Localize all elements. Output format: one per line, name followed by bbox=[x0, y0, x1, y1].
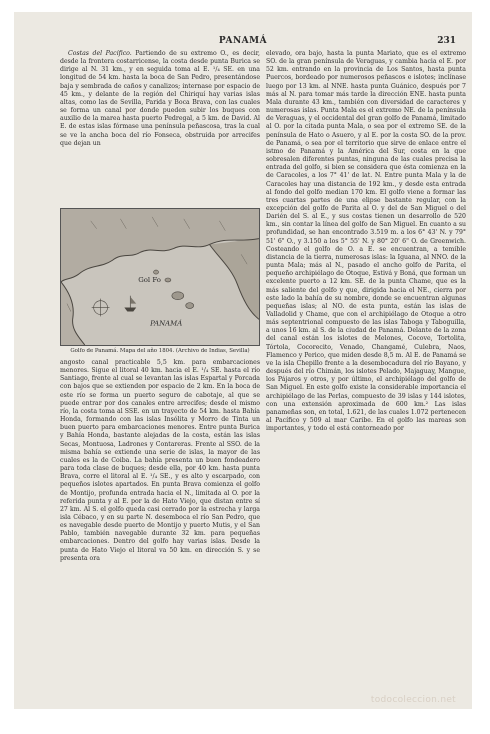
paragraph-costas-del-pacifico bbox=[60, 50, 260, 148]
page-number: 231 bbox=[437, 36, 456, 46]
running-title: PANAMÁ bbox=[218, 36, 268, 46]
map-figure bbox=[60, 208, 260, 355]
right-column bbox=[266, 50, 466, 705]
watermark: todocoleccion.net bbox=[370, 695, 456, 705]
book-page bbox=[14, 12, 472, 709]
map-label-gulf: Gol Fo bbox=[138, 275, 161, 284]
left-column bbox=[60, 50, 260, 709]
figure-caption: Golfo de Panamá. Mapa del año 1804. (Archivo de Indias, Sevilla) bbox=[70, 348, 250, 354]
left-column-top-text bbox=[60, 50, 260, 205]
left-column-bottom-text bbox=[60, 359, 260, 709]
right-column-text: elevado, ora bajo, hasta la punta Mariato, que es el extremo SO. de la gran península de Veraguas, y cambia hacia el E. por 52 km. entrando en la provincia de Los Santos, hasta punta Puercos, bordeado por numerosos peñascos e islotes; inclínase luego por 13 km. al NNE. hasta punta Guánico, después por 7 más al N. para tomar más tarde la dirección ENE. hasta punta Mala durante 43 km., también con diversidad de caracteres y numerosas islas. Punta Mala es el extremo NE. de la península de Veraguas, y el occidental del gran golfo de Panamá, limitado al O. por la citada punta Mala, o sea por el extremo SE. de la península de Hato o Asuero, y al E. por la costa SO. de la prov. de Panamá, o sea por el territorio que sirve de enlace entre el istmo de Panamá y la América del Sur, costa en la que sobresalen diferentes puntas, ninguna de las cuales precisa la entrada del golfo, si bien se considera que ésta comienza en la de Caracoles, a los 7° 41' de lat. N. Entre punta Mala y la de Caracoles hay una distancia de 192 km., y desde esta entrada al fondo del golfo median 170 km. El golfo viene a formar las tres cuartas partes de una elipse bastante regular, con la excepción del golfo de Parita al O. y del de San Miguel o del Darién del S. al E., y sus costas tienen un desarrollo de 520 km., sin contar la línea del golfo de San Miguel. En cuanto a su profundidad, se han encontrado 3.519 m. a los 6° 43' N. y 79° 51' 6" O., y 3.150 a los 5° 55' N. y 80° 20' 6" O. de Greenwich. Costeando el golfo de O. a E. se encuentran, a temible distancia de la tierra, numerosas islas: la Iguana, al NNO. de la punta Mala; más al N., pasado el ancho golfo de Parita, el pequeño archipiélago de Otoque, Estivá y Boná, que forman un excelente puerto a 12 km. SE. de la punta Chame, que es la más saliente del golfo y que, dirigida hacia el NE., cierra por este lado la bahía de su nombre, donde se encuentran algunas pequeñas islas; al NO. de esta punta, están las islas de Valladolid y Chame, que con el archipiélago de Otoque a otro más septentrional compuesto de las islas Taboga y Taboguilla, a unos 16 km. al S. de la ciudad de Panamá. Delante de la zona del canal están los islotes de Melones, Cocove, Tortolita, Tórtola, Cocorecito, Venado, Changamé, Culebra, Naos, Flamenco y Perico, que miden desde 8,5 m. Al E. de Panamá se ve la isla Chepillo frente a la desembocadura del río Bayano, y después del río Chimán, los islotes Pelado, Majaguay, Mangue, los Pájaros y otros, y por último, el archipiélago del golfo de San Miguel. En este golfo existe la considerable importancia el archipiélago de las Perlas, compuesto de 39 islas y 144 islotes, con una extensión aproximada de 600 km.² Las islas panameñas son, en total, 1.621, de las cuales 1.072 pertenecen al Pacífico y 509 al mar Caribe. En el golfo las mareas son importantes, y todo el está contorneado por bbox=[266, 50, 466, 433]
section-lead: Costas del Pacífico. bbox=[68, 50, 132, 57]
paragraph-body: Partiendo de su extremo O., es decir, desde la frontera costarricense, la costa desde punta Burica se dirige al N. 31 km., y en seguida toma al E. ¹/₄ SE. en una longitud de 54 km. hasta la boca de San Pedro, presentándose baja y sembrada de caños y canalizos; internase por espacio de 45 km., y delante de la región del Chiriquí hay varias islas altas, como las de Sevilla, Parida y Boca Brava, con las cuales se forma un canal por donde pueden subir los buques con auxilio de la marea hasta puerto Pedregal, a 5 km. de David. Al E. de estas islas fórmase una península peñascosa, tras la cual se ve la ancha boca del río Fonseca, obstruida por arrecifes que dejan un bbox=[60, 50, 260, 147]
historic-map-image bbox=[60, 208, 260, 346]
map-label-sea: PANAMÁ bbox=[150, 319, 183, 328]
page-header bbox=[14, 36, 472, 50]
right-column-text-wrap bbox=[266, 50, 466, 705]
paragraph-continuation: angosto canal practicable 5,5 km. para embarcaciones menores. Sigue el litoral 40 km. hacia el E. ¹/₄ SE. hasta el río Santiago, frente al cual se levantan las islas Espartal y Porcada con bajos que se extienden por espacio de 2 km. En la boca de este río se forma un puerto seguro de cabotaje, al que se puede entrar por dos canales entre arrecifes; desde el mismo río, la costa toma al SSE. en un trayecto de 54 km. hasta Bahía Honda, formando con las islas Insólita y Morro de Tinta un buen puerto para embarcaciones menores. Entre punta Burica y Bahía Honda, bastante alejadas de la costa, están las islas Secas, Montuosa, Ladrones y Contareras. Frente al SSO. de la misma bahía se extiende una serie de islas, la mayor de las cuales es la de Coiba. La bahía presenta un buen fondeadero para toda clase de buques; desde ella, por 40 km. hasta punta Brava, corre el litoral al E. ¹/₄ SE., y es alto y escarpado, con pequeños islotes apartados. En punta Brava comienza el golfo de Montijo, profunda entrada hacia el N., limitada al O. por la referida punta y al E. por la de Hato Viejo, que distan entre sí 27 km. Al S. el golfo queda casi cerrado por la estrecha y larga isla Cébaco, y en su parte N. desemboca el río San Pedro, que es navegable desde puerto de Montijo y puerto Mutis, y el San Pablo, también navegable durante 32 km. para pequeñas embarcaciones. Dentro del golfo hay varias islas. Desde la punta de Hato Viejo el litoral va 50 km. en dirección S. y se presenta ora bbox=[60, 359, 260, 562]
